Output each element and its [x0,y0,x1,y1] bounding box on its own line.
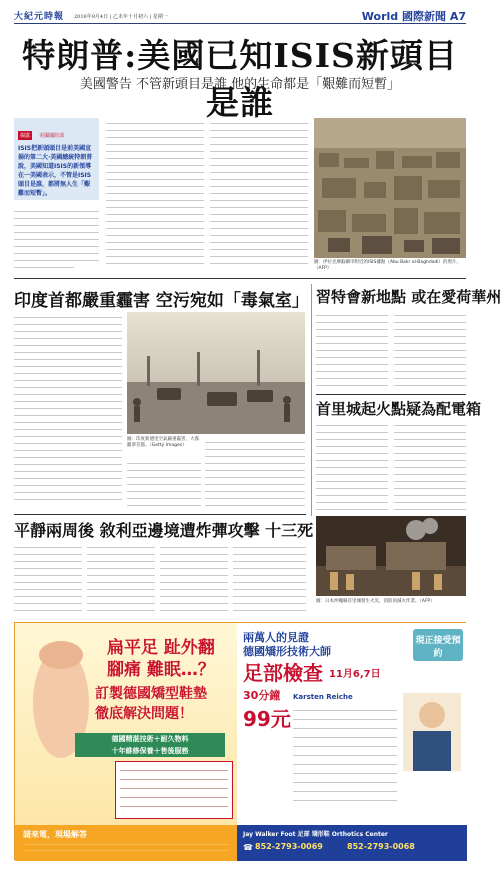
ad-left-sub2: 徹底解決問題！ [95,706,193,722]
story5-body-col-3 [160,542,228,614]
ad-left-title2: 腳痛 難眠…？ [107,660,215,680]
ad-right-main: 足部檢查 [243,661,323,685]
ad-right-title: 兩萬人的見證 [243,631,309,644]
page-header [14,8,466,24]
story5-headline[interactable]: 平靜兩周後 敘利亞邊境遭炸彈攻擊 十三死 [14,521,314,540]
advertisement[interactable] [14,622,466,860]
story2-body-col-3 [127,458,201,510]
smog-street-image [127,312,305,434]
ad-phone-icon: ☎ [243,843,253,852]
lead-body-col-2 [106,118,204,272]
issue-date: 2016年9月4日 | 乙未年十月初六 | 星期一 [74,14,168,20]
masthead-logo: 大紀元時報 [14,12,65,22]
story2-headline[interactable]: 印度首都嚴重霾害 空污宛如「毒氣室」 [14,291,309,311]
ad-price: 99元 [243,707,291,731]
story4-body-col-2 [394,420,466,516]
lead-body-col-3 [210,118,308,272]
ad-footer-left-lines [23,841,229,851]
story5-body-col-4 [233,542,306,614]
ad-left-tag2: 十年維修保養＋售後服務 [75,745,225,757]
story2-photo[interactable] [127,312,305,434]
story3-body-col-2 [394,310,466,388]
ad-price-label: 30分鐘 [243,689,281,702]
ad-left-tag1: 德國精湛技術＋耐久物料 [75,733,225,745]
ad-right-list [293,705,397,813]
section-divider-1 [14,278,466,279]
doctor-portrait [403,693,461,771]
ad-right-dates: 11月6,7日 [329,669,381,680]
story2-body-col-1 [14,312,122,510]
ad-footer-right-text: Jay Walker Foot 足部 矯形鞋 Orthotics Center [243,831,388,838]
ad-left-sub1: 訂製德國矯型鞋墊 [95,686,207,702]
story4-body-col-1 [316,420,388,516]
section-divider-3 [14,514,306,515]
ad-footer-left[interactable] [15,825,237,861]
ad-person-name: Karsten Reiche [293,693,353,701]
ad-right-sub: 德國矯形技術大師 [243,645,331,658]
quote-source: 美國國防部 [39,133,65,139]
quote-label: 揭露 [20,133,31,139]
lead-photo[interactable] [314,118,466,258]
story3-body-col-1 [316,310,388,388]
story5-body-col-1 [14,542,82,614]
lead-quote-box [14,118,99,200]
story3-headline[interactable]: 習特會新地點 或在愛荷華州 [316,288,501,306]
section-label: World 國際新聞 A7 [361,10,466,23]
story5-body-col-2 [87,542,155,614]
ad-footer-right[interactable] [237,825,467,861]
ad-phone-2[interactable]: 852-2793-0068 [347,842,415,851]
story4-photo-caption: 圖：日本沖繩縣首里城發生火災，消防員滅火作業。（AFP） [316,599,435,604]
ad-right-badge[interactable]: 現正接受預約 [413,629,463,661]
ad-left-info-box [115,761,233,819]
story4-photo[interactable] [316,516,466,596]
ad-left-title: 扁平足 趾外翻 [107,638,215,658]
story2-photo-caption: 圖：印度新德里空氣嚴重霾害，大霧籠罩首都。（Getty Images） [127,437,199,448]
section-divider-2 [316,394,466,395]
lead-subhead: 美國警告 不管新頭目是誰 他的生命都是「艱難而短暫」 [79,77,401,92]
lead-body-col-1 [14,206,99,272]
story2-body-col-2 [205,437,305,510]
city-rubble-image [314,118,466,258]
ad-phone-1[interactable]: 852-2793-0069 [255,842,323,851]
fire-scene-image [316,516,466,596]
story4-headline[interactable]: 首里城起火點疑為配電箱 [316,400,482,418]
lead-headline[interactable]: 特朗普:美國已知ISIS新頭目是誰 [22,36,458,122]
column-divider [311,284,312,516]
lead-photo-caption: 圖：伊拉克摩蘇爾市附近的ISIS據點（Abu Bakr al-Baghdadi）的照片。（AFP） [314,260,462,271]
ad-footer-left-text: 請來電，現場解答 [23,830,87,839]
quote-text: ISIS把新頭頭目是前美國宣揚的第二大·美國總統特朗普說，美國知道ISIS的新領導在一美國表示，不管是ISIS頭目是誰，都將無人生「艱難而短暫」。 [18,145,93,197]
